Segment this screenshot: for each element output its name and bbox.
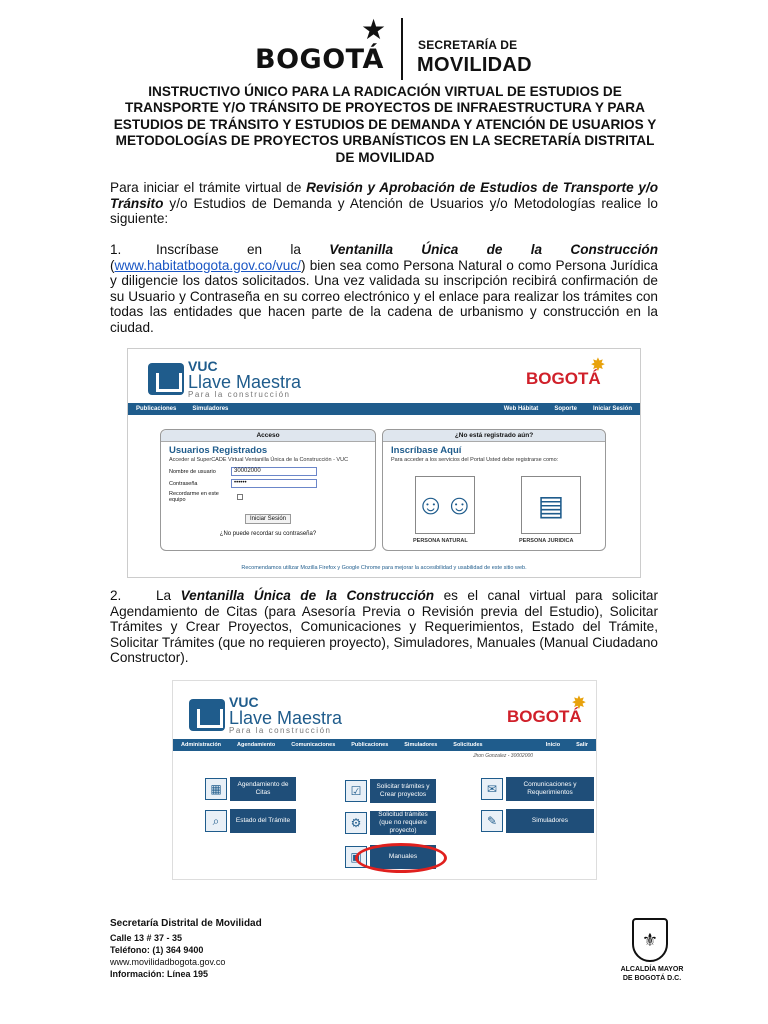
nav-iniciar-sesion[interactable]: Iniciar Sesión	[592, 406, 632, 412]
document-person-icon: ▤	[537, 489, 565, 521]
movilidad-label: MOVILIDAD	[417, 54, 532, 76]
vuc-link[interactable]: www.habitatbogota.gov.co/vuc/	[114, 257, 301, 273]
star-icon: ★	[361, 14, 387, 45]
nav-soporte[interactable]: Soporte	[554, 406, 577, 412]
intro-post: y/o Estudios de Demanda y Atención de Usuarios y/o Metodologías realice lo siguiente:	[110, 195, 658, 227]
step2-pre: La	[156, 588, 181, 603]
agendamiento-button[interactable]	[205, 777, 296, 801]
vuc-logo-line1: VUC	[188, 358, 218, 374]
register-panel	[382, 429, 606, 551]
star-icon: ✸	[572, 695, 586, 712]
step2-paragraph	[110, 588, 658, 666]
simuladores-button[interactable]	[481, 809, 594, 833]
solicitud-sin-proyecto-button[interactable]	[345, 811, 436, 835]
document-title: INSTRUCTIVO ÚNICO PARA LA RADICACIÓN VIRTUAL DE ESTUDIOS DE TRANSPORTE Y/O TRÁNSITO DE PROYECTOS DE INFRAESTRUCTURA Y PARA ESTUDIOS DE TRÁNSITO Y ESTUDIOS DE DEMANDA Y ATENCIÓN DE USUARIOS Y METODOLOGÍAS DE PROYECTOS URBANÍSTICOS EN LA SECRETARÍA DISTRITAL DE MOVILIDAD	[113, 84, 657, 165]
wrench-icon: ✎	[481, 810, 503, 832]
secretaria-label: SECRETARÍA DE	[418, 38, 518, 52]
password-row	[169, 479, 367, 488]
book-icon: ▣	[345, 846, 367, 868]
step1-post: ) bien sea como Persona Natural o como Persona Jurídica y diligencie los datos solicitados. Una vez validada su inscripción recibirá confirmación de su Usuario y Contraseña en su correo electrónico y el enlace para realizar los trámites con todas las entidades que hacen parte de la cadena de urbanismo y construcción en la ciudad.	[110, 257, 658, 335]
password-input[interactable]: ••••••	[231, 479, 317, 488]
usuarios-desc: Acceder al SuperCADE Virtual Ventanilla Única de la Construcción - VUC	[169, 457, 349, 463]
step2-number: 2.	[110, 588, 122, 603]
vuc-login-screenshot	[127, 348, 641, 578]
vuc-logo	[148, 359, 301, 399]
username-row	[169, 467, 367, 476]
username-label: Nombre de usuario	[169, 468, 216, 475]
shot1-navbar	[128, 403, 640, 415]
nav-comunicaciones[interactable]: Comunicaciones	[291, 742, 336, 748]
username-input[interactable]: 30002000	[231, 467, 317, 476]
forgot-password-link[interactable]: ¿No puede recordar su contraseña?	[219, 531, 317, 537]
persona-natural-tile[interactable]	[415, 476, 475, 534]
browser-recommendation: Recomendamos utilizar Mozilla Firefox y Google Chrome para mejorar la accesibilidad y usabilidad de este sitio web.	[241, 565, 527, 571]
footer-info: Información: Línea 195	[110, 969, 209, 979]
simuladores-label: Simuladores	[506, 809, 594, 833]
acceso-panel-title: Acceso	[161, 430, 375, 442]
calendar-icon: ▦	[205, 778, 227, 800]
bogota-logo-small	[526, 357, 605, 389]
mail-icon: ✉	[481, 778, 503, 800]
remember-label: Recordarme en este equipo	[169, 491, 219, 503]
step1-paragraph	[110, 242, 658, 336]
solicitar-crear-label: Solicitar trámites y Crear proyectos	[370, 779, 436, 803]
estado-label: Estado del Trámite	[230, 809, 296, 833]
persona-juridica-label: PERSONA JURIDICA	[519, 538, 574, 544]
usuarios-registrados-title: Usuarios Registrados	[169, 445, 268, 456]
persona-natural-label: PERSONA NATURAL	[413, 538, 468, 544]
header-logo	[255, 14, 535, 84]
comunicaciones-label: Comunicaciones y Requerimientos	[506, 777, 594, 801]
coat-of-arms-icon: ⚜	[632, 918, 668, 962]
step1-emphasis: Ventanilla Única de la Construcción	[329, 242, 658, 257]
footer-phone: Teléfono: (1) 364 9400	[110, 945, 204, 955]
remember-checkbox[interactable]	[237, 494, 243, 500]
people-icon: ☺☺	[416, 489, 474, 520]
login-button[interactable]: Iniciar Sesión	[245, 514, 291, 524]
highlight-ellipse	[355, 843, 447, 873]
bogota-logo-small-text: BOGOTÁ	[507, 707, 582, 726]
bogota-logo-small	[507, 695, 586, 727]
manuales-label: Manuales	[370, 845, 436, 869]
estado-button[interactable]	[205, 809, 296, 833]
footer	[110, 918, 262, 980]
alcaldia-line2: DE BOGOTÁ D.C.	[622, 975, 682, 982]
inscribase-title: Inscríbase Aquí	[391, 445, 462, 456]
intro-paragraph	[110, 180, 658, 227]
remember-row	[169, 491, 367, 503]
house-icon	[189, 699, 225, 731]
checklist-icon: ☑	[345, 780, 367, 802]
vuc-logo-line1: VUC	[229, 694, 259, 710]
house-icon	[148, 363, 184, 395]
nav-web-habitat[interactable]: Web Hábitat	[503, 406, 539, 412]
comunicaciones-button[interactable]	[481, 777, 594, 801]
intro-emphasis: Revisión y Aprobación de Estudios de Transporte y/o Tránsito	[110, 180, 659, 211]
nav-inicio[interactable]: Inicio	[545, 742, 561, 748]
intro-pre: Para iniciar el trámite virtual de	[110, 180, 307, 195]
footer-address: Calle 13 # 37 - 35	[110, 933, 183, 943]
persona-juridica-tile[interactable]	[521, 476, 581, 534]
step1-number: 1.	[110, 242, 122, 257]
shot2-navbar	[173, 739, 596, 751]
header-divider	[401, 18, 403, 80]
step1-paren: (	[110, 257, 115, 273]
bogota-logo-small-text: BOGOTÁ	[526, 369, 601, 388]
nav-simuladores[interactable]: Simuladores	[404, 742, 438, 748]
nav-administracion[interactable]: Administración	[181, 742, 222, 748]
vuc-logo-line2: Llave Maestra	[229, 708, 343, 728]
register-desc: Para acceder a los servicios del Portal Usted debe registrarse como:	[391, 457, 559, 463]
nav-agendamiento[interactable]: Agendamiento	[237, 742, 276, 748]
nav-publicaciones[interactable]: Publicaciones	[351, 742, 389, 748]
nav-simuladores[interactable]: Simuladores	[192, 406, 229, 412]
vuc-logo	[189, 695, 342, 735]
password-label: Contraseña	[169, 480, 198, 487]
footer-web[interactable]: www.movilidadbogota.gov.co	[110, 957, 226, 967]
solicitud-sin-proyecto-label: Solicitud trámites (que no requiere proyecto)	[370, 811, 436, 835]
solicitar-crear-button[interactable]	[345, 779, 436, 803]
settings-icon: ⚙	[345, 812, 367, 834]
vuc-logo-line3: Para la construcción	[229, 726, 332, 735]
footer-title: Secretaría Distrital de Movilidad	[110, 918, 262, 929]
step1-pre: Inscríbase en la	[156, 242, 330, 257]
step2-post: es el canal virtual para solicitar Agendamiento de Citas (para Asesoría Previa o Revisión previa del Estudio), Solicitar Trámites y Crear Proyectos, Comunicaciones y Requerimientos, Estado del Trámite, Solicitar Trámites (que no requieren proyecto), Simuladores, Manuales (Manual Ciudadano Constructor).	[110, 588, 658, 666]
vuc-menu-screenshot	[172, 680, 597, 880]
vuc-logo-line2: Llave Maestra	[188, 372, 302, 392]
register-panel-title: ¿No está registrado aún?	[383, 430, 605, 442]
bogota-logo-text: BOGOTÁ	[255, 44, 384, 75]
vuc-logo-line3: Para la construcción	[188, 390, 291, 399]
star-icon: ✸	[591, 357, 605, 374]
alcaldia-line1: ALCALDÍA MAYOR	[620, 966, 684, 973]
acceso-panel	[160, 429, 376, 551]
alcaldia-label	[612, 965, 692, 983]
nav-publicaciones[interactable]: Publicaciones	[136, 406, 177, 412]
step2-emphasis: Ventanilla Única de la Construcción	[180, 588, 435, 603]
search-doc-icon: ⌕	[205, 810, 227, 832]
agendamiento-label: Agendamiento de Citas	[230, 777, 296, 801]
nav-salir[interactable]: Salir	[576, 742, 588, 748]
user-info: Jhon Gonzalez - 30002000	[473, 753, 534, 759]
nav-solicitudes[interactable]: Solicitudes	[453, 742, 483, 748]
